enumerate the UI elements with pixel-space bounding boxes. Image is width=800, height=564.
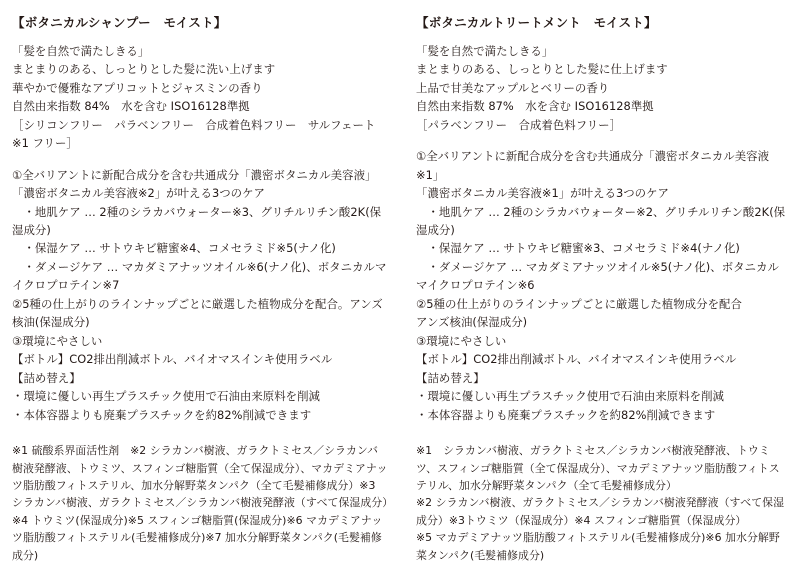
shampoo-body-line: 【ボトル】CO2排出削減ボトル、バイオマスインキ使用ラベル bbox=[12, 352, 333, 367]
treatment-lead-line: 上品で甘美なアップルとベリーの香り bbox=[416, 80, 610, 95]
treatment-footnote-line: ※2 シラカンバ樹液、ガラクトミセス／シラカンバ樹液発酵液（すべて保湿成分）※3トウミツ（保湿成分）※4 スフィンゴ糖脂質（保湿成分） bbox=[416, 496, 785, 527]
treatment-body-line: 【ボトル】CO2排出削減ボトル、バイオマスインキ使用ラベル bbox=[416, 352, 737, 367]
shampoo-body-line: ・保湿ケア … サトウキビ糖蜜※4、コメセラミド※5(ナノ化) bbox=[12, 241, 336, 256]
treatment-body-line: ・保湿ケア … サトウキビ糖蜜※3、コメセラミド※4(ナノ化) bbox=[416, 241, 740, 256]
treatment-body-line: アンズ核油(保湿成分) bbox=[416, 315, 528, 330]
treatment-lead bbox=[416, 42, 790, 134]
treatment-body-line: ②5種の仕上がりのラインナップごとに厳選した植物成分を配合 bbox=[416, 296, 742, 311]
shampoo-body-line: ・環境に優しい再生プラスチック使用で石油由来原料を削減 bbox=[12, 389, 320, 404]
shampoo-body-line: ・地肌ケア … 2種のシラカバウォーター※3、グリチルリチン酸2K(保湿成分) bbox=[12, 204, 382, 237]
treatment-body-line: ③環境にやさしい bbox=[416, 333, 507, 348]
shampoo-lead-line: まとまりのある、しっとりとした髪に洗い上げます bbox=[12, 62, 276, 77]
treatment-footnote-line: ※5 マカデミアナッツ脂肪酸フィトステリル(毛髪補修成分)※6 加水分解野菜タンパク(毛髪補修成分) bbox=[416, 531, 780, 562]
treatment-body-line: ・本体容器よりも廃棄プラスチックを約82%削減できます bbox=[416, 407, 716, 422]
treatment-body bbox=[416, 147, 790, 424]
shampoo-lead bbox=[12, 42, 388, 153]
shampoo-body-line: 「濃密ボタニカル美容液※2」が叶える3つのケア bbox=[12, 186, 266, 201]
treatment-body-line: ・地肌ケア … 2種のシラカバウォーター※2、グリチルリチン酸2K(保湿成分) bbox=[416, 204, 786, 237]
shampoo-body-line: ②5種の仕上がりのラインナップごとに厳選した植物成分を配合。アンズ核油(保湿成分) bbox=[12, 296, 383, 330]
shampoo-body-line: ①全バリアントに新配合成分を含む共通成分「濃密ボタニカル美容液」 bbox=[12, 167, 377, 182]
shampoo-lead-line: 「髪を自然で満たしきる」 bbox=[12, 43, 150, 58]
treatment-footnotes bbox=[416, 442, 790, 564]
treatment-footnote-line: ※1 シラカンバ樹液、ガラクトミセス／シラカンバ樹液発酵液、トウミツ、スフィンゴ糖脂質（全て保湿成分）、マカデミアナッツ脂肪酸フィトステリル、加水分解野菜タンパク（全て毛髪補修成分） bbox=[416, 444, 780, 492]
shampoo-body-line: ・ダメージケア … マカダミアナッツオイル※6(ナノ化)、ボタニカルマイクロプロテイン※7 bbox=[12, 259, 387, 293]
treatment-body-line: ①全バリアントに新配合成分を含む共通成分「濃密ボタニカル美容液※1」 bbox=[416, 149, 770, 182]
treatment-body-line: 「濃密ボタニカル美容液※1」が叶える3つのケア bbox=[416, 186, 670, 201]
shampoo-body-line: ③環境にやさしい bbox=[12, 333, 103, 348]
shampoo-title: 【ボタニカルシャンプー モイスト】 bbox=[12, 15, 227, 30]
treatment-column bbox=[398, 0, 800, 562]
shampoo-column bbox=[0, 0, 398, 562]
treatment-title: 【ボタニカルトリートメント モイスト】 bbox=[416, 15, 657, 30]
shampoo-body-line: ・本体容器よりも廃棄プラスチックを約82%削減できます bbox=[12, 407, 312, 422]
treatment-lead-line: ［パラベンフリー 合成着色料フリー］ bbox=[416, 117, 622, 132]
shampoo-lead-line: ［シリコンフリー パラベンフリー 合成着色料フリー サルフェート※1 フリー］ bbox=[12, 117, 376, 151]
shampoo-body-line: 【詰め替え】 bbox=[12, 370, 81, 385]
treatment-body-line: 【詰め替え】 bbox=[416, 370, 485, 385]
treatment-body-line: ・環境に優しい再生プラスチック使用で石油由来原料を削減 bbox=[416, 389, 724, 404]
treatment-lead-line: 自然由来指数 87% 水を含む ISO16128準拠 bbox=[416, 99, 654, 114]
shampoo-body bbox=[12, 166, 388, 425]
treatment-body-line: ・ダメージケア … マカダミアナッツオイル※5(ナノ化)、ボタニカルマイクロプロテイン※6 bbox=[416, 259, 779, 293]
shampoo-lead-line: 自然由来指数 84% 水を含む ISO16128準拠 bbox=[12, 99, 250, 114]
shampoo-footnote-line: ※1 硫酸系界面活性剤 ※2 シラカンバ樹液、ガラクトミセス／シラカンバ樹液発酵液、トウミツ、スフィンゴ糖脂質（全て保湿成分）、マカデミアナッツ脂肪酸フィトステリル、加水分解野菜タンパク（全て毛髪補修成分）※3 シラカンバ樹液、ガラクトミセス／シラカンバ樹液発酵液（すべて保湿成分）※4 トウミツ(保湿成分)※5 スフィンゴ糖脂質(保湿成分)※6 マカデミアナッツ脂肪酸フィトステリル(毛髪補修成分)※7 加水分解野菜タンパク(毛髪補修成分) bbox=[12, 444, 388, 562]
treatment-lead-line: まとまりのある、しっとりとした髪に仕上げます bbox=[416, 62, 668, 77]
treatment-lead-line: 「髪を自然で満たしきる」 bbox=[416, 43, 554, 58]
shampoo-footnotes bbox=[12, 442, 388, 564]
shampoo-lead-line: 華やかで優雅なアプリコットとジャスミンの香り bbox=[12, 80, 263, 95]
